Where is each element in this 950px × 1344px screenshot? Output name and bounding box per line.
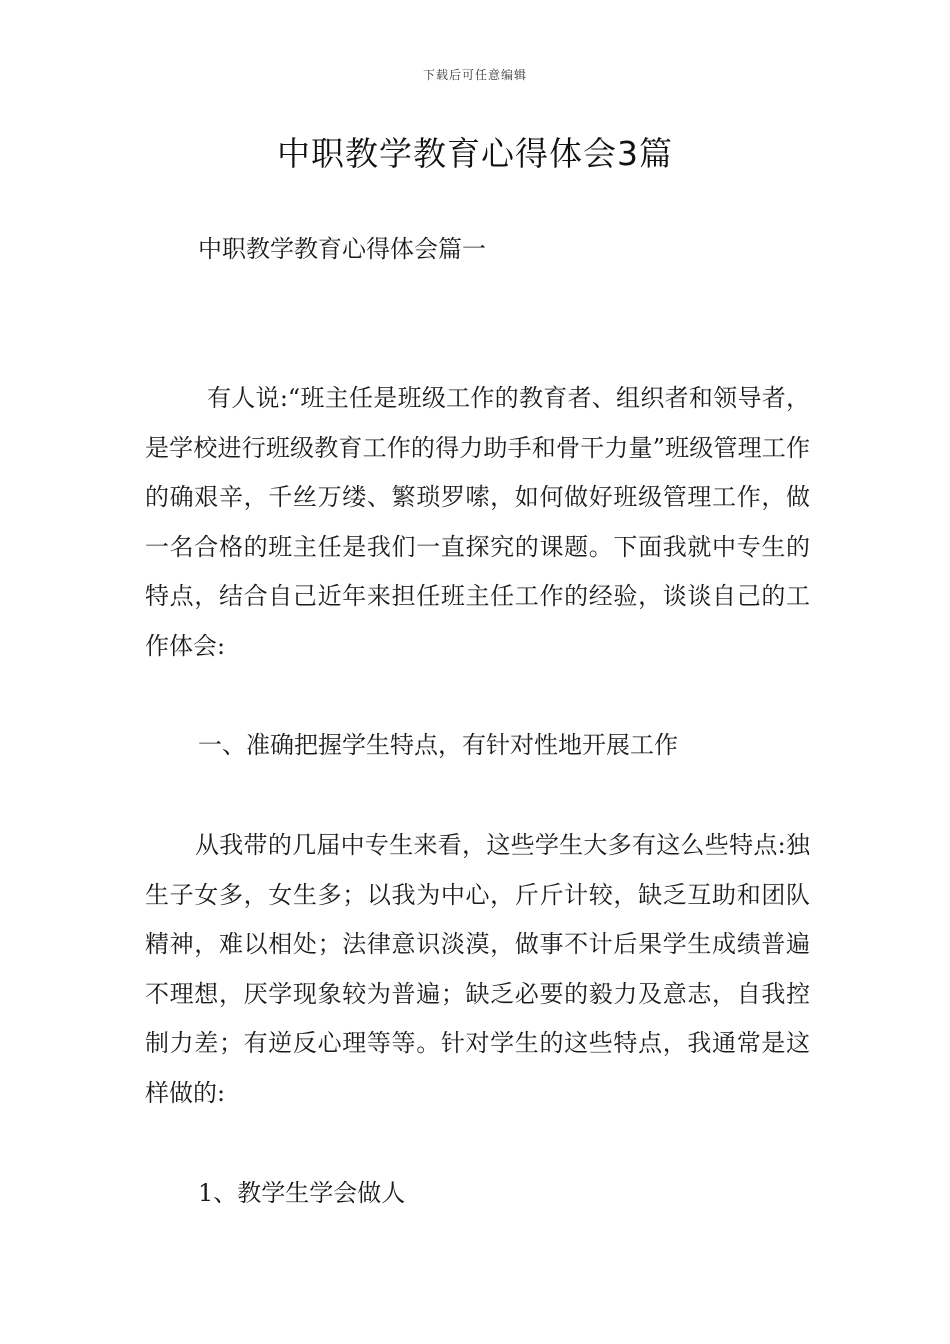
document-title: 中职教学教育心得体会3篇 — [277, 134, 673, 173]
paragraph-student-traits: 从我带的几届中专生来看，这些学生大多有这么些特点:独生子女多，女生多；以我为中心，斤斤计较，缺乏互助和团队精神，难以相处；法律意识淡漠，做事不计后果学生成绩普遍不理想，厌学现象较为普遍；缺乏必要的毅力及意志，自我控制力差；有逆反心理等等。针对学生的这些特点，我通常是这样做的: — [145, 831, 810, 1107]
header-note: 下载后可任意编辑 — [422, 68, 527, 82]
heading-one: 一、准确把握学生特点，有针对性地开展工作 — [198, 731, 678, 759]
paragraph-intro: 有人说:“班主任是班级工作的教育者、组织者和领导者，是学校进行班级教育工作的得力助手和骨干力量”班级管理工作的确艰辛，千丝万缕、繁琐罗嗦，如何做好班级管理工作，做一名合格的班主任是我们一直探究的课题。下面我就中专生的特点，结合自己近年来担任班主任工作的经验，谈谈自己的工作体会: — [145, 384, 810, 660]
section-heading: 中职教学教育心得体会篇一 — [198, 235, 486, 263]
heading-teach-to-be-human: 1、教学生学会做人 — [198, 1179, 406, 1207]
